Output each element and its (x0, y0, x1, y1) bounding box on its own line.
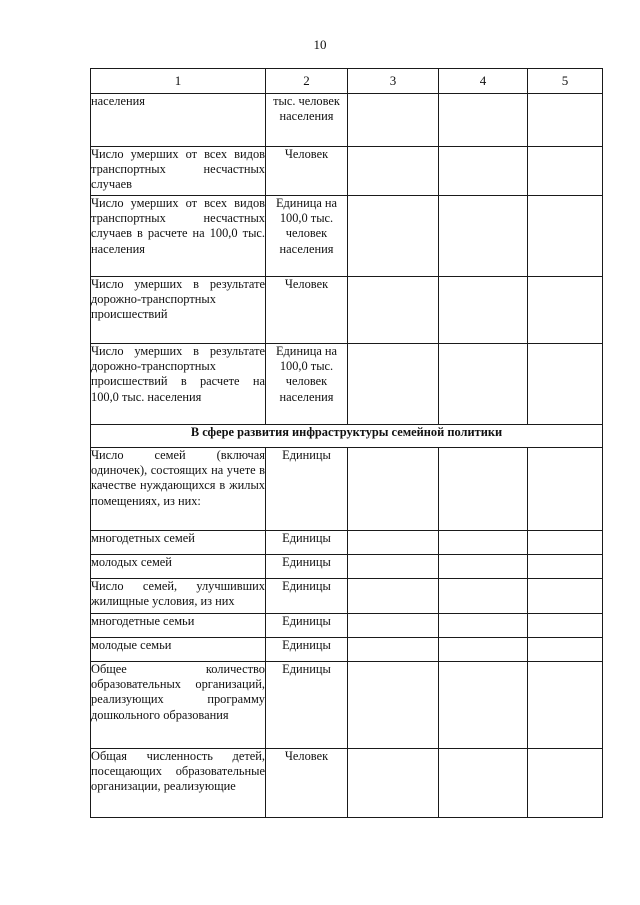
value-cell (348, 638, 439, 662)
value-cell (528, 579, 603, 614)
indicator-cell: Число умерших от всех видов транспортных несчастных случаев в расчете на 100,0 тыс. населения (91, 196, 266, 277)
table-row (91, 344, 603, 425)
unit-cell: Единица на 100,0 тыс. человек населения (266, 344, 348, 425)
value-cell (439, 147, 528, 196)
value-cell (528, 531, 603, 555)
unit-cell: Единицы (266, 531, 348, 555)
unit-cell: Человек (266, 277, 348, 344)
table-row (91, 277, 603, 344)
value-cell (439, 555, 528, 579)
indicator-cell: населения (91, 94, 266, 147)
table-row (91, 94, 603, 147)
value-cell (528, 662, 603, 749)
value-cell (528, 196, 603, 277)
value-cell (439, 94, 528, 147)
value-cell (348, 94, 439, 147)
value-cell (528, 277, 603, 344)
unit-cell: Единица на 100,0 тыс. человек населения (266, 196, 348, 277)
value-cell (439, 531, 528, 555)
indicator-cell: Число семей (включая одиночек), состоящих на учете в качестве нуждающихся в жилых помещениях, из них: (91, 448, 266, 531)
value-cell (528, 555, 603, 579)
value-cell (348, 196, 439, 277)
value-cell (348, 579, 439, 614)
indicator-cell: Число семей, улучшивших жилищные условия, из них (91, 579, 266, 614)
indicator-cell: Общая численность детей, посещающих образовательные организации, реализующие (91, 749, 266, 818)
value-cell (439, 662, 528, 749)
value-cell (348, 614, 439, 638)
value-cell (348, 555, 439, 579)
header-cell-2: 2 (266, 69, 348, 94)
indicator-cell: Число умерших в результате дорожно-транспортных происшествий в расчете на 100,0 тыс. населения (91, 344, 266, 425)
unit-cell: Единицы (266, 638, 348, 662)
value-cell (528, 344, 603, 425)
table-row (91, 196, 603, 277)
value-cell (348, 749, 439, 818)
indicator-cell: молодых семей (91, 555, 266, 579)
value-cell (348, 448, 439, 531)
unit-cell: Единицы (266, 579, 348, 614)
header-cell-3: 3 (348, 69, 439, 94)
indicator-cell: многодетные семьи (91, 614, 266, 638)
table-row (91, 638, 603, 662)
value-cell (439, 196, 528, 277)
table-row (91, 749, 603, 818)
unit-cell: Единицы (266, 555, 348, 579)
section-title: В сфере развития инфраструктуры семейной политики (91, 425, 603, 448)
value-cell (439, 749, 528, 818)
indicators-table (90, 68, 603, 818)
indicator-cell: многодетных семей (91, 531, 266, 555)
value-cell (439, 448, 528, 531)
table-header-row (91, 69, 603, 94)
value-cell (439, 344, 528, 425)
indicator-cell: Общее количество образовательных организаций, реализующих программу дошкольного образования (91, 662, 266, 749)
value-cell (528, 448, 603, 531)
table-row (91, 662, 603, 749)
table-row (91, 555, 603, 579)
table-row (91, 147, 603, 196)
indicator-cell: Число умерших в результате дорожно-транспортных происшествий (91, 277, 266, 344)
value-cell (439, 579, 528, 614)
value-cell (348, 344, 439, 425)
section-row (91, 425, 603, 448)
header-cell-5: 5 (528, 69, 603, 94)
value-cell (528, 94, 603, 147)
value-cell (528, 638, 603, 662)
table-row (91, 448, 603, 531)
header-cell-1: 1 (91, 69, 266, 94)
unit-cell: Человек (266, 147, 348, 196)
table-row (91, 531, 603, 555)
value-cell (348, 662, 439, 749)
indicator-cell: молодые семьи (91, 638, 266, 662)
value-cell (348, 277, 439, 344)
value-cell (439, 614, 528, 638)
value-cell (439, 277, 528, 344)
table-row (91, 614, 603, 638)
unit-cell: Единицы (266, 448, 348, 531)
page-number: 10 (313, 37, 327, 52)
value-cell (528, 749, 603, 818)
value-cell (348, 531, 439, 555)
unit-cell: тыс. человек населения (266, 94, 348, 147)
unit-cell: Единицы (266, 662, 348, 749)
indicator-cell: Число умерших от всех видов транспортных несчастных случаев (91, 147, 266, 196)
value-cell (528, 147, 603, 196)
value-cell (348, 147, 439, 196)
unit-cell: Человек (266, 749, 348, 818)
table-row (91, 579, 603, 614)
value-cell (528, 614, 603, 638)
value-cell (439, 638, 528, 662)
header-cell-4: 4 (439, 69, 528, 94)
unit-cell: Единицы (266, 614, 348, 638)
